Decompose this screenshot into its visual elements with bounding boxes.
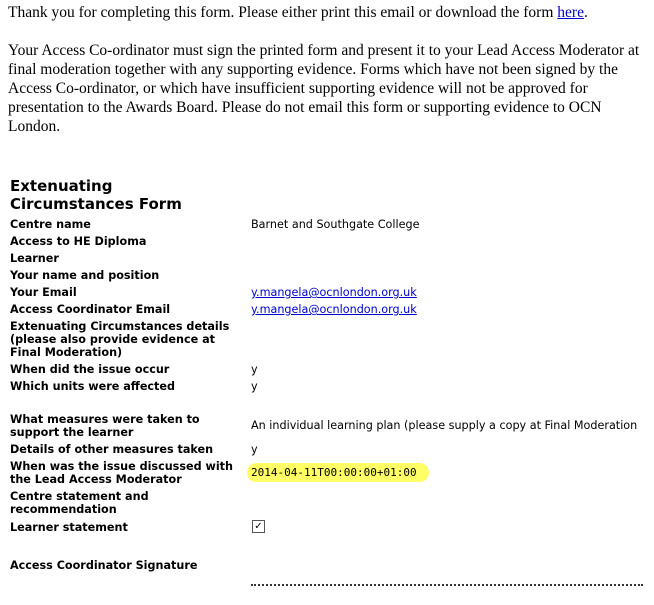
value-discussed bbox=[251, 466, 429, 479]
value-other-measures: y bbox=[251, 443, 258, 456]
value-centre-name: Barnet and Southgate College bbox=[251, 218, 420, 231]
intro-paragraph-1 bbox=[8, 3, 648, 22]
intro-paragraph-2: Your Access Co-ordinator must sign the printed form and present it to your Lead Access Moderator at final moderation together with any supporting evidence. Forms which have not been signed by the Access Co-ordinator, or which have insufficient supporting evidence will not be approved for presentation to the Awards Board. Please do not email this form or supporting evidence to OCN London. bbox=[8, 42, 640, 135]
label-learner-statement: Learner statement bbox=[10, 521, 128, 534]
label-units-affected: Which units were affected bbox=[10, 380, 175, 393]
label-centre-name: Centre name bbox=[10, 218, 91, 231]
value-email bbox=[251, 286, 417, 299]
label-discussed: When was the issue discussed with the Lead Access Moderator bbox=[10, 460, 233, 486]
value-coordinator-email bbox=[251, 303, 417, 316]
discussed-date-highlight: 2014-04-11T00:00:00+01:00 bbox=[247, 463, 429, 482]
label-learner: Learner bbox=[10, 252, 59, 265]
intro-text bbox=[8, 3, 648, 155]
form-title: Extenuating Circumstances Form bbox=[10, 177, 182, 213]
label-other-measures: Details of other measures taken bbox=[10, 443, 214, 456]
value-units-affected: y bbox=[251, 380, 258, 393]
label-name-position: Your name and position bbox=[10, 269, 160, 282]
intro-text-prefix: Thank you for completing this form. Please either print this email or download the form bbox=[8, 4, 558, 21]
signature-line bbox=[251, 584, 643, 586]
label-centre-statement: Centre statement and recommendation bbox=[10, 490, 149, 516]
coordinator-email-link[interactable]: y.mangela@ocnlondon.org.uk bbox=[251, 303, 417, 316]
email-link[interactable]: y.mangela@ocnlondon.org.uk bbox=[251, 286, 417, 299]
learner-statement-checkbox[interactable]: ✓ bbox=[252, 520, 265, 533]
label-signature: Access Coordinator Signature bbox=[10, 559, 198, 572]
intro-text-suffix: . bbox=[583, 4, 588, 21]
value-when-issue: y bbox=[251, 363, 258, 376]
label-when-issue: When did the issue occur bbox=[10, 363, 170, 376]
label-measures: What measures were taken to support the learner bbox=[10, 413, 200, 439]
label-coordinator-email: Access Coordinator Email bbox=[10, 303, 171, 316]
label-email: Your Email bbox=[10, 286, 77, 299]
download-form-link[interactable]: here bbox=[557, 4, 584, 21]
value-measures: An individual learning plan (please supply a copy at Final Moderation bbox=[251, 419, 638, 432]
label-diploma: Access to HE Diploma bbox=[10, 235, 147, 248]
label-ec-details: Extenuating Circumstances details (please also provide evidence at Final Moderation) bbox=[10, 320, 230, 359]
